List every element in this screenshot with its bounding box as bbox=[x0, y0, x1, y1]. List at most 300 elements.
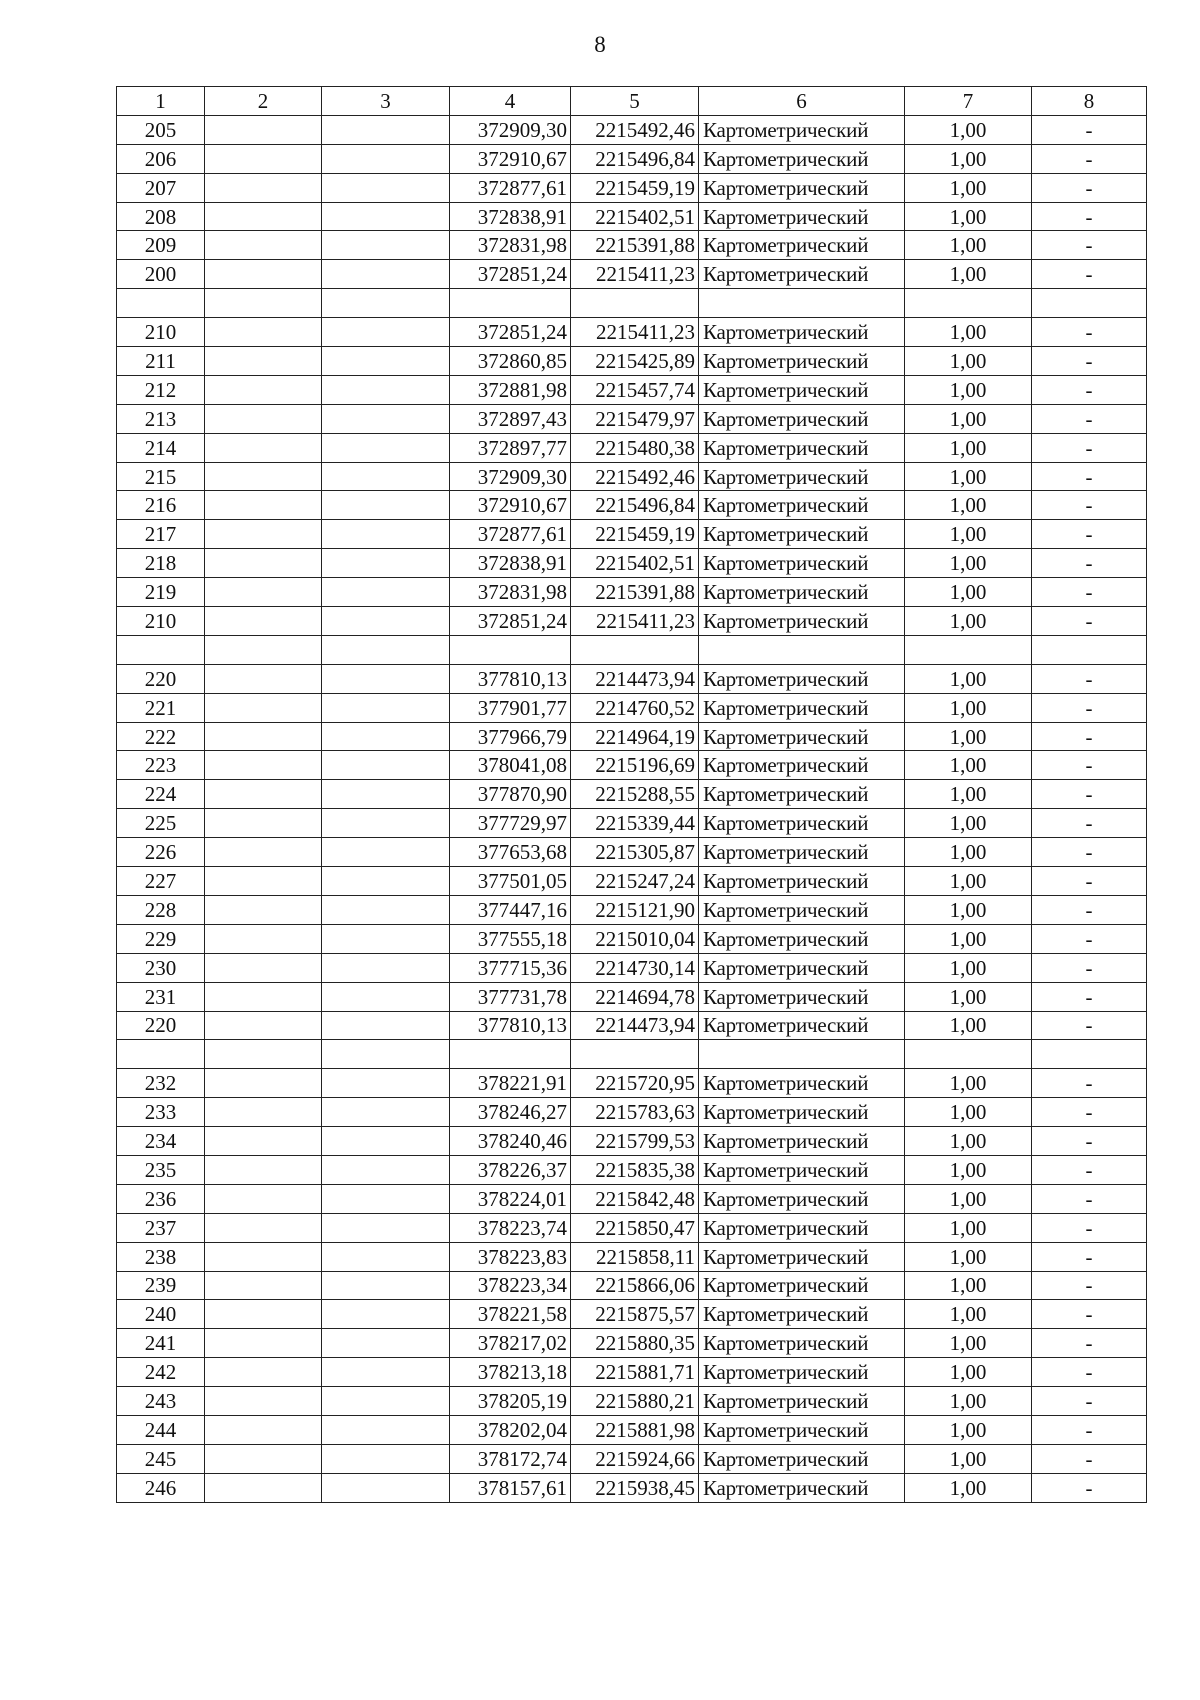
column-2-cell bbox=[205, 1300, 322, 1329]
x-coordinate-cell: 377501,05 bbox=[450, 867, 571, 896]
column-3-cell bbox=[322, 1098, 450, 1127]
column-3-cell bbox=[322, 231, 450, 260]
accuracy-cell: 1,00 bbox=[905, 1213, 1032, 1242]
column-3-cell bbox=[322, 607, 450, 636]
table-row bbox=[117, 491, 1147, 520]
y-coordinate-cell: 2214964,19 bbox=[571, 722, 699, 751]
y-coordinate-cell bbox=[571, 635, 699, 664]
column-2-cell bbox=[205, 433, 322, 462]
point-number-cell: 208 bbox=[117, 202, 205, 231]
accuracy-cell: 1,00 bbox=[905, 433, 1032, 462]
x-coordinate-cell: 378223,34 bbox=[450, 1271, 571, 1300]
accuracy-cell: 1,00 bbox=[905, 924, 1032, 953]
y-coordinate-cell: 2215391,88 bbox=[571, 578, 699, 607]
point-number-cell: 220 bbox=[117, 664, 205, 693]
point-number-cell: 200 bbox=[117, 260, 205, 289]
y-coordinate-cell: 2215391,88 bbox=[571, 231, 699, 260]
column-8-cell: - bbox=[1032, 520, 1147, 549]
column-header: 3 bbox=[322, 87, 450, 116]
point-number-cell bbox=[117, 635, 205, 664]
point-number-cell bbox=[117, 1040, 205, 1069]
x-coordinate-cell bbox=[450, 1040, 571, 1069]
column-2-cell bbox=[205, 1011, 322, 1040]
point-number-cell: 209 bbox=[117, 231, 205, 260]
column-8-cell: - bbox=[1032, 578, 1147, 607]
column-3-cell bbox=[322, 173, 450, 202]
method-cell: Картометрический bbox=[699, 115, 905, 144]
point-number-cell: 240 bbox=[117, 1300, 205, 1329]
column-3-cell bbox=[322, 809, 450, 838]
x-coordinate-cell: 372877,61 bbox=[450, 173, 571, 202]
column-8-cell: - bbox=[1032, 115, 1147, 144]
column-2-cell bbox=[205, 809, 322, 838]
table-row bbox=[117, 1444, 1147, 1473]
table-row bbox=[117, 1242, 1147, 1271]
x-coordinate-cell: 377901,77 bbox=[450, 693, 571, 722]
column-2-cell bbox=[205, 144, 322, 173]
separator-row bbox=[117, 635, 1147, 664]
method-cell: Картометрический bbox=[699, 549, 905, 578]
point-number-cell: 220 bbox=[117, 1011, 205, 1040]
method-cell: Картометрический bbox=[699, 1069, 905, 1098]
table-row bbox=[117, 1387, 1147, 1416]
x-coordinate-cell: 378221,58 bbox=[450, 1300, 571, 1329]
y-coordinate-cell: 2215496,84 bbox=[571, 491, 699, 520]
table-row bbox=[117, 838, 1147, 867]
accuracy-cell: 1,00 bbox=[905, 1242, 1032, 1271]
method-cell: Картометрический bbox=[699, 1473, 905, 1502]
accuracy-cell: 1,00 bbox=[905, 115, 1032, 144]
table-row bbox=[117, 347, 1147, 376]
column-8-cell: - bbox=[1032, 462, 1147, 491]
column-8-cell bbox=[1032, 1040, 1147, 1069]
accuracy-cell: 1,00 bbox=[905, 318, 1032, 347]
accuracy-cell: 1,00 bbox=[905, 404, 1032, 433]
method-cell: Картометрический bbox=[699, 1300, 905, 1329]
point-number-cell: 245 bbox=[117, 1444, 205, 1473]
column-3-cell bbox=[322, 1387, 450, 1416]
point-number-cell: 210 bbox=[117, 318, 205, 347]
point-number-cell: 222 bbox=[117, 722, 205, 751]
x-coordinate-cell: 378202,04 bbox=[450, 1415, 571, 1444]
column-8-cell: - bbox=[1032, 924, 1147, 953]
accuracy-cell: 1,00 bbox=[905, 751, 1032, 780]
column-3-cell bbox=[322, 1271, 450, 1300]
table-row bbox=[117, 895, 1147, 924]
column-8-cell: - bbox=[1032, 1387, 1147, 1416]
method-cell: Картометрический bbox=[699, 953, 905, 982]
method-cell: Картометрический bbox=[699, 173, 905, 202]
column-2-cell bbox=[205, 693, 322, 722]
y-coordinate-cell: 2215121,90 bbox=[571, 895, 699, 924]
accuracy-cell: 1,00 bbox=[905, 895, 1032, 924]
x-coordinate-cell: 372909,30 bbox=[450, 462, 571, 491]
accuracy-cell: 1,00 bbox=[905, 1387, 1032, 1416]
column-3-cell bbox=[322, 202, 450, 231]
accuracy-cell: 1,00 bbox=[905, 144, 1032, 173]
x-coordinate-cell: 378041,08 bbox=[450, 751, 571, 780]
x-coordinate-cell: 372838,91 bbox=[450, 202, 571, 231]
accuracy-cell: 1,00 bbox=[905, 982, 1032, 1011]
table-row bbox=[117, 260, 1147, 289]
column-8-cell: - bbox=[1032, 491, 1147, 520]
point-number-cell: 216 bbox=[117, 491, 205, 520]
y-coordinate-cell: 2215459,19 bbox=[571, 173, 699, 202]
method-cell: Картометрический bbox=[699, 838, 905, 867]
column-2-cell bbox=[205, 1329, 322, 1358]
method-cell: Картометрический bbox=[699, 375, 905, 404]
point-number-cell: 230 bbox=[117, 953, 205, 982]
method-cell: Картометрический bbox=[699, 1127, 905, 1156]
y-coordinate-cell: 2215457,74 bbox=[571, 375, 699, 404]
x-coordinate-cell: 377447,16 bbox=[450, 895, 571, 924]
y-coordinate-cell: 2214694,78 bbox=[571, 982, 699, 1011]
table-header-row bbox=[117, 87, 1147, 116]
column-8-cell: - bbox=[1032, 1300, 1147, 1329]
x-coordinate-cell: 377731,78 bbox=[450, 982, 571, 1011]
column-header: 8 bbox=[1032, 87, 1147, 116]
method-cell: Картометрический bbox=[699, 1184, 905, 1213]
accuracy-cell: 1,00 bbox=[905, 173, 1032, 202]
y-coordinate-cell: 2214730,14 bbox=[571, 953, 699, 982]
column-3-cell bbox=[322, 953, 450, 982]
x-coordinate-cell: 372877,61 bbox=[450, 520, 571, 549]
accuracy-cell: 1,00 bbox=[905, 838, 1032, 867]
column-3-cell bbox=[322, 115, 450, 144]
x-coordinate-cell: 372909,30 bbox=[450, 115, 571, 144]
x-coordinate-cell: 377555,18 bbox=[450, 924, 571, 953]
y-coordinate-cell bbox=[571, 289, 699, 318]
method-cell: Картометрический bbox=[699, 318, 905, 347]
column-3-cell bbox=[322, 780, 450, 809]
column-3-cell bbox=[322, 1213, 450, 1242]
method-cell: Картометрический bbox=[699, 347, 905, 376]
x-coordinate-cell: 378217,02 bbox=[450, 1329, 571, 1358]
column-3-cell bbox=[322, 838, 450, 867]
y-coordinate-cell: 2215938,45 bbox=[571, 1473, 699, 1502]
table-body bbox=[117, 115, 1147, 1502]
accuracy-cell: 1,00 bbox=[905, 491, 1032, 520]
column-3-cell bbox=[322, 924, 450, 953]
column-2-cell bbox=[205, 173, 322, 202]
x-coordinate-cell: 372860,85 bbox=[450, 347, 571, 376]
point-number-cell: 219 bbox=[117, 578, 205, 607]
column-8-cell: - bbox=[1032, 867, 1147, 896]
point-number-cell: 213 bbox=[117, 404, 205, 433]
column-8-cell: - bbox=[1032, 780, 1147, 809]
x-coordinate-cell: 372831,98 bbox=[450, 231, 571, 260]
column-8-cell: - bbox=[1032, 607, 1147, 636]
accuracy-cell: 1,00 bbox=[905, 693, 1032, 722]
column-8-cell bbox=[1032, 635, 1147, 664]
accuracy-cell: 1,00 bbox=[905, 549, 1032, 578]
column-3-cell bbox=[322, 1444, 450, 1473]
column-3-cell bbox=[322, 144, 450, 173]
column-3-cell bbox=[322, 347, 450, 376]
column-2-cell bbox=[205, 867, 322, 896]
method-cell: Картометрический bbox=[699, 722, 905, 751]
x-coordinate-cell: 377870,90 bbox=[450, 780, 571, 809]
column-8-cell: - bbox=[1032, 144, 1147, 173]
y-coordinate-cell: 2215880,21 bbox=[571, 1387, 699, 1416]
column-2-cell bbox=[205, 1098, 322, 1127]
x-coordinate-cell: 377810,13 bbox=[450, 1011, 571, 1040]
y-coordinate-cell: 2215850,47 bbox=[571, 1213, 699, 1242]
method-cell: Картометрический bbox=[699, 751, 905, 780]
column-3-cell bbox=[322, 433, 450, 462]
column-2-cell bbox=[205, 1069, 322, 1098]
separator-row bbox=[117, 289, 1147, 318]
column-3-cell bbox=[322, 1184, 450, 1213]
point-number-cell: 207 bbox=[117, 173, 205, 202]
x-coordinate-cell: 372851,24 bbox=[450, 607, 571, 636]
accuracy-cell: 1,00 bbox=[905, 1098, 1032, 1127]
y-coordinate-cell: 2215492,46 bbox=[571, 462, 699, 491]
point-number-cell: 236 bbox=[117, 1184, 205, 1213]
point-number-cell: 218 bbox=[117, 549, 205, 578]
column-3-cell bbox=[322, 722, 450, 751]
column-8-cell: - bbox=[1032, 1011, 1147, 1040]
column-3-cell bbox=[322, 375, 450, 404]
accuracy-cell: 1,00 bbox=[905, 1271, 1032, 1300]
method-cell: Картометрический bbox=[699, 982, 905, 1011]
table-row bbox=[117, 115, 1147, 144]
table-row bbox=[117, 1213, 1147, 1242]
column-2-cell bbox=[205, 895, 322, 924]
column-3-cell bbox=[322, 664, 450, 693]
table-row bbox=[117, 433, 1147, 462]
table-row bbox=[117, 1329, 1147, 1358]
y-coordinate-cell: 2214473,94 bbox=[571, 664, 699, 693]
method-cell: Картометрический bbox=[699, 1415, 905, 1444]
column-8-cell: - bbox=[1032, 982, 1147, 1011]
column-8-cell: - bbox=[1032, 1415, 1147, 1444]
y-coordinate-cell: 2215305,87 bbox=[571, 838, 699, 867]
column-3-cell bbox=[322, 895, 450, 924]
y-coordinate-cell: 2215492,46 bbox=[571, 115, 699, 144]
column-8-cell: - bbox=[1032, 1069, 1147, 1098]
column-2-cell bbox=[205, 404, 322, 433]
column-2-cell bbox=[205, 491, 322, 520]
y-coordinate-cell: 2215479,97 bbox=[571, 404, 699, 433]
accuracy-cell: 1,00 bbox=[905, 375, 1032, 404]
accuracy-cell: 1,00 bbox=[905, 1444, 1032, 1473]
y-coordinate-cell: 2215880,35 bbox=[571, 1329, 699, 1358]
column-8-cell: - bbox=[1032, 664, 1147, 693]
x-coordinate-cell: 377653,68 bbox=[450, 838, 571, 867]
method-cell: Картометрический bbox=[699, 144, 905, 173]
accuracy-cell: 1,00 bbox=[905, 607, 1032, 636]
column-3-cell bbox=[322, 1473, 450, 1502]
column-2-cell bbox=[205, 1127, 322, 1156]
column-8-cell: - bbox=[1032, 202, 1147, 231]
method-cell: Картометрический bbox=[699, 1098, 905, 1127]
accuracy-cell: 1,00 bbox=[905, 664, 1032, 693]
column-2-cell bbox=[205, 751, 322, 780]
column-3-cell bbox=[322, 1127, 450, 1156]
column-8-cell: - bbox=[1032, 231, 1147, 260]
column-2-cell bbox=[205, 231, 322, 260]
column-2-cell bbox=[205, 1155, 322, 1184]
y-coordinate-cell: 2215480,38 bbox=[571, 433, 699, 462]
accuracy-cell: 1,00 bbox=[905, 1184, 1032, 1213]
accuracy-cell: 1,00 bbox=[905, 953, 1032, 982]
y-coordinate-cell: 2214760,52 bbox=[571, 693, 699, 722]
column-8-cell: - bbox=[1032, 895, 1147, 924]
table-row bbox=[117, 722, 1147, 751]
method-cell: Картометрический bbox=[699, 404, 905, 433]
y-coordinate-cell bbox=[571, 1040, 699, 1069]
column-header: 5 bbox=[571, 87, 699, 116]
x-coordinate-cell: 377810,13 bbox=[450, 664, 571, 693]
accuracy-cell: 1,00 bbox=[905, 347, 1032, 376]
method-cell bbox=[699, 289, 905, 318]
y-coordinate-cell: 2214473,94 bbox=[571, 1011, 699, 1040]
table-row bbox=[117, 1184, 1147, 1213]
point-number-cell: 235 bbox=[117, 1155, 205, 1184]
column-2-cell bbox=[205, 1444, 322, 1473]
table-row bbox=[117, 664, 1147, 693]
table-row bbox=[117, 607, 1147, 636]
table-row bbox=[117, 751, 1147, 780]
x-coordinate-cell: 372831,98 bbox=[450, 578, 571, 607]
accuracy-cell: 1,00 bbox=[905, 780, 1032, 809]
y-coordinate-cell: 2215783,63 bbox=[571, 1098, 699, 1127]
accuracy-cell: 1,00 bbox=[905, 231, 1032, 260]
x-coordinate-cell: 372881,98 bbox=[450, 375, 571, 404]
column-header: 1 bbox=[117, 87, 205, 116]
method-cell: Картометрический bbox=[699, 578, 905, 607]
y-coordinate-cell: 2215247,24 bbox=[571, 867, 699, 896]
column-8-cell: - bbox=[1032, 751, 1147, 780]
y-coordinate-cell: 2215881,98 bbox=[571, 1415, 699, 1444]
method-cell: Картометрический bbox=[699, 693, 905, 722]
y-coordinate-cell: 2215799,53 bbox=[571, 1127, 699, 1156]
column-2-cell bbox=[205, 924, 322, 953]
column-3-cell bbox=[322, 982, 450, 1011]
column-3-cell bbox=[322, 693, 450, 722]
accuracy-cell bbox=[905, 1040, 1032, 1069]
column-8-cell: - bbox=[1032, 173, 1147, 202]
table-row bbox=[117, 1011, 1147, 1040]
x-coordinate-cell: 372910,67 bbox=[450, 491, 571, 520]
column-8-cell: - bbox=[1032, 1184, 1147, 1213]
column-2-cell bbox=[205, 607, 322, 636]
point-number-cell: 241 bbox=[117, 1329, 205, 1358]
point-number-cell: 242 bbox=[117, 1358, 205, 1387]
table-row bbox=[117, 549, 1147, 578]
column-header: 4 bbox=[450, 87, 571, 116]
y-coordinate-cell: 2215411,23 bbox=[571, 260, 699, 289]
method-cell: Картометрический bbox=[699, 1155, 905, 1184]
point-number-cell: 217 bbox=[117, 520, 205, 549]
column-2-cell bbox=[205, 722, 322, 751]
column-8-cell: - bbox=[1032, 260, 1147, 289]
table-row bbox=[117, 1473, 1147, 1502]
column-2-cell bbox=[205, 375, 322, 404]
accuracy-cell bbox=[905, 289, 1032, 318]
column-3-cell bbox=[322, 1155, 450, 1184]
point-number-cell: 238 bbox=[117, 1242, 205, 1271]
method-cell: Картометрический bbox=[699, 202, 905, 231]
column-8-cell: - bbox=[1032, 1127, 1147, 1156]
x-coordinate-cell: 372897,43 bbox=[450, 404, 571, 433]
table-row bbox=[117, 404, 1147, 433]
method-cell: Картометрический bbox=[699, 809, 905, 838]
page-number: 8 bbox=[594, 32, 606, 57]
method-cell: Картометрический bbox=[699, 867, 905, 896]
column-2-cell bbox=[205, 1184, 322, 1213]
x-coordinate-cell: 377966,79 bbox=[450, 722, 571, 751]
point-number-cell: 212 bbox=[117, 375, 205, 404]
y-coordinate-cell: 2215402,51 bbox=[571, 202, 699, 231]
column-2-cell bbox=[205, 578, 322, 607]
column-3-cell bbox=[322, 1011, 450, 1040]
point-number-cell: 239 bbox=[117, 1271, 205, 1300]
x-coordinate-cell: 372838,91 bbox=[450, 549, 571, 578]
column-2-cell bbox=[205, 838, 322, 867]
point-number-cell: 228 bbox=[117, 895, 205, 924]
column-2-cell bbox=[205, 1213, 322, 1242]
accuracy-cell: 1,00 bbox=[905, 1473, 1032, 1502]
method-cell: Картометрический bbox=[699, 1358, 905, 1387]
accuracy-cell: 1,00 bbox=[905, 722, 1032, 751]
point-number-cell: 211 bbox=[117, 347, 205, 376]
table-row bbox=[117, 578, 1147, 607]
accuracy-cell: 1,00 bbox=[905, 1127, 1032, 1156]
column-3-cell bbox=[322, 751, 450, 780]
table-row bbox=[117, 924, 1147, 953]
table-row bbox=[117, 231, 1147, 260]
column-3-cell bbox=[322, 867, 450, 896]
point-number-cell: 229 bbox=[117, 924, 205, 953]
method-cell: Картометрический bbox=[699, 260, 905, 289]
column-8-cell: - bbox=[1032, 1213, 1147, 1242]
method-cell: Картометрический bbox=[699, 231, 905, 260]
column-8-cell: - bbox=[1032, 693, 1147, 722]
method-cell: Картометрический bbox=[699, 895, 905, 924]
point-number-cell: 224 bbox=[117, 780, 205, 809]
column-2-cell bbox=[205, 289, 322, 318]
x-coordinate-cell: 378223,74 bbox=[450, 1213, 571, 1242]
table-row bbox=[117, 809, 1147, 838]
column-header: 6 bbox=[699, 87, 905, 116]
point-number-cell: 232 bbox=[117, 1069, 205, 1098]
x-coordinate-cell bbox=[450, 635, 571, 664]
accuracy-cell: 1,00 bbox=[905, 578, 1032, 607]
point-number-cell: 231 bbox=[117, 982, 205, 1011]
column-3-cell bbox=[322, 491, 450, 520]
column-3-cell bbox=[322, 1040, 450, 1069]
column-3-cell bbox=[322, 1069, 450, 1098]
column-3-cell bbox=[322, 549, 450, 578]
x-coordinate-cell: 378246,27 bbox=[450, 1098, 571, 1127]
accuracy-cell: 1,00 bbox=[905, 1329, 1032, 1358]
point-number-cell: 237 bbox=[117, 1213, 205, 1242]
method-cell: Картометрический bbox=[699, 1213, 905, 1242]
x-coordinate-cell: 378226,37 bbox=[450, 1155, 571, 1184]
column-8-cell: - bbox=[1032, 1098, 1147, 1127]
column-2-cell bbox=[205, 202, 322, 231]
method-cell: Картометрический bbox=[699, 664, 905, 693]
x-coordinate-cell: 378157,61 bbox=[450, 1473, 571, 1502]
column-8-cell: - bbox=[1032, 1358, 1147, 1387]
table-row bbox=[117, 202, 1147, 231]
column-3-cell bbox=[322, 1242, 450, 1271]
column-2-cell bbox=[205, 1242, 322, 1271]
y-coordinate-cell: 2215835,38 bbox=[571, 1155, 699, 1184]
column-3-cell bbox=[322, 462, 450, 491]
